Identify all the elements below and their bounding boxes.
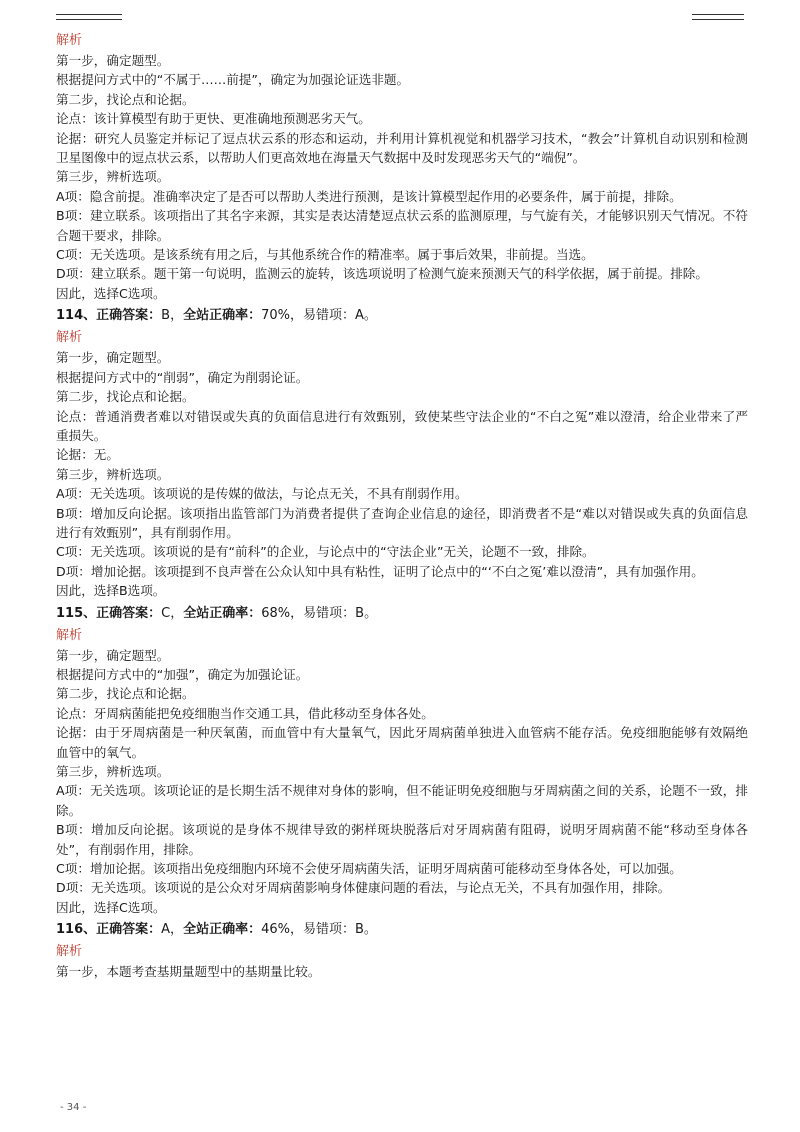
- text-line: 论点：该计算模型有助于更快、更准确地预测恶劣天气。: [56, 111, 371, 127]
- option-a: A项：无关选项。该项说的是传媒的做法，与论点无关，不具有削弱作用。: [56, 486, 468, 502]
- header-rule-right-top: [692, 14, 744, 15]
- answer-section-113: [56, 31, 748, 303]
- accuracy-label: 全站正确率：: [183, 308, 262, 324]
- header-rule-left-top: [56, 14, 122, 15]
- question-header: [56, 919, 748, 941]
- wrong-option: 易错项：B。: [303, 605, 378, 621]
- document-body: [56, 31, 748, 982]
- answer-value: A，: [161, 922, 184, 938]
- text-line: 第三步，辨析选项。: [56, 169, 170, 185]
- text-line: 第一步，确定题型。: [56, 53, 170, 68]
- text-line: 第三步，辨析选项。: [56, 466, 170, 482]
- analysis-label: 解析: [56, 627, 83, 643]
- conclusion-line: 因此，选择C选项。: [56, 285, 166, 301]
- text-paragraph: 论据：研究人员鉴定并标记了逗点状云系的形态和运动，并利用计算机视觉和机器学习技术，“教会”计算机自动识别和检测卫星图像中的逗点状云系，以帮助人们更高效地在海量天气数据中及时发现恶劣天气的“端倪”。: [56, 130, 748, 166]
- wrong-option: 易错项：A。: [303, 308, 377, 324]
- text-line: 根据提问方式中的“削弱”，确定为削弱论证。: [56, 369, 309, 385]
- accuracy-label: 全站正确率：: [183, 605, 262, 621]
- accuracy-value: 46%，: [261, 922, 303, 938]
- conclusion-line: 因此，选择B选项。: [56, 583, 166, 599]
- answer-value: C，: [161, 605, 184, 621]
- answer-section-116: [56, 919, 748, 981]
- option-c: C项：增加论据。该项指出免疫细胞内环境不会使牙周病菌失活，证明牙周病菌可能移动至身体各处，可以加强。: [56, 861, 682, 877]
- text-line: 第一步，确定题型。: [56, 647, 170, 663]
- answer-label: 正确答案：: [96, 922, 162, 938]
- question-number: 114、: [56, 308, 97, 324]
- text-line: 第二步，找论点和论据。: [56, 686, 195, 702]
- option-a: A项：隐含前提。准确率决定了是否可以帮助人类进行预测，是该计算模型起作用的必要条件，属于前提，排除。: [56, 188, 682, 204]
- option-b: B项：增加反向论据。该项说的是身体不规律导致的粥样斑块脱落后对牙周病菌有阻碍，说明牙周病菌不能“移动至身体各处”，有削弱作用，排除。: [56, 822, 748, 857]
- analysis-label: 解析: [56, 33, 83, 48]
- text-line: 根据提问方式中的“加强”，确定为加强论证。: [56, 666, 309, 682]
- option-c: C项：无关选项。是该系统有用之后，与其他系统合作的精准率。属于事后效果，非前提。当选。: [56, 247, 594, 263]
- option-b: B项：增加反向论据。该项指出监管部门为消费者提供了查询企业信息的途径，即消费者不是“难以对错误或失真的负面信息进行有效甄别”，具有削弱作用。: [56, 505, 748, 540]
- answer-section-115: [56, 603, 748, 918]
- accuracy-label: 全站正确率：: [183, 922, 262, 938]
- text-paragraph: 论点：普通消费者难以对错误或失真的负面信息进行有效甄别，致使某些守法企业的“不白之冤”难以澄清，给企业带来了严重损失。: [56, 408, 748, 443]
- page-number: - 34 -: [60, 1102, 87, 1113]
- option-d: D项：建立联系。题干第一句说明，监测云的旋转，该选项说明了检测气旋来预测天气的科学依据，属于前提。排除。: [56, 266, 708, 282]
- text-line: 第一步，本题考查基期量题型中的基期量比较。: [56, 964, 321, 980]
- text-paragraph: 论据：由于牙周病菌是一种厌氧菌，而血管中有大量氧气，因此牙周病菌单独进入血管病不能存活。免疫细胞能够有效隔绝血管中的氧气。: [56, 725, 748, 760]
- question-header: [56, 305, 748, 327]
- text-line: 论据：无。: [56, 447, 119, 463]
- option-a: A项：无关选项。该项论证的是长期生活不规律对身体的影响，但不能证明免疫细胞与牙周病菌之间的关系，论题不一致，排除。: [56, 783, 748, 818]
- option-d: D项：无关选项。该项说的是公众对牙周病菌影响身体健康问题的看法，与论点无关，不具有加强作用，排除。: [56, 880, 671, 896]
- analysis-label: 解析: [56, 330, 83, 346]
- text-line: 论点：牙周病菌能把免疫细胞当作交通工具，借此移动至身体各处。: [56, 705, 434, 721]
- header-rule-right-bottom: [692, 19, 744, 20]
- answer-value: B，: [161, 308, 184, 324]
- conclusion-line: 因此，选择C选项。: [56, 899, 166, 915]
- text-line: 根据提问方式中的“不属于……前提”，确定为加强论证选非题。: [56, 72, 410, 88]
- option-c: C项：无关选项。该项说的是有“前科”的企业，与论点中的“守法企业”无关，论题不一致，排除。: [56, 544, 595, 560]
- answer-label: 正确答案：: [96, 605, 162, 621]
- question-number: 116、: [56, 922, 97, 938]
- question-header: [56, 603, 748, 625]
- wrong-option: 易错项：B。: [302, 922, 377, 938]
- accuracy-value: 68%，: [261, 605, 304, 621]
- text-line: 第二步，找论点和论据。: [56, 389, 195, 405]
- text-line: 第二步，找论点和论据。: [56, 91, 195, 107]
- analysis-label: 解析: [56, 944, 83, 960]
- answer-section-114: [56, 305, 748, 600]
- accuracy-value: 70%，: [261, 308, 303, 324]
- header-rule-left-bottom: [56, 19, 122, 20]
- option-d: D项：增加论据。该项提到不良声誉在公众认知中具有粘性，证明了论点中的“‘不白之冤’难以澄清”，具有加强作用。: [56, 563, 704, 579]
- answer-label: 正确答案：: [96, 308, 162, 324]
- text-line: 第三步，辨析选项。: [56, 764, 170, 779]
- question-number: 115、: [56, 605, 97, 621]
- text-line: 第一步，确定题型。: [56, 350, 170, 366]
- option-b: B项：建立联系。该项指出了其名字来源，其实是表达清楚逗点状云系的监测原理，与气旋有关，才能够识别天气情况。不符合题干要求，排除。: [56, 208, 748, 243]
